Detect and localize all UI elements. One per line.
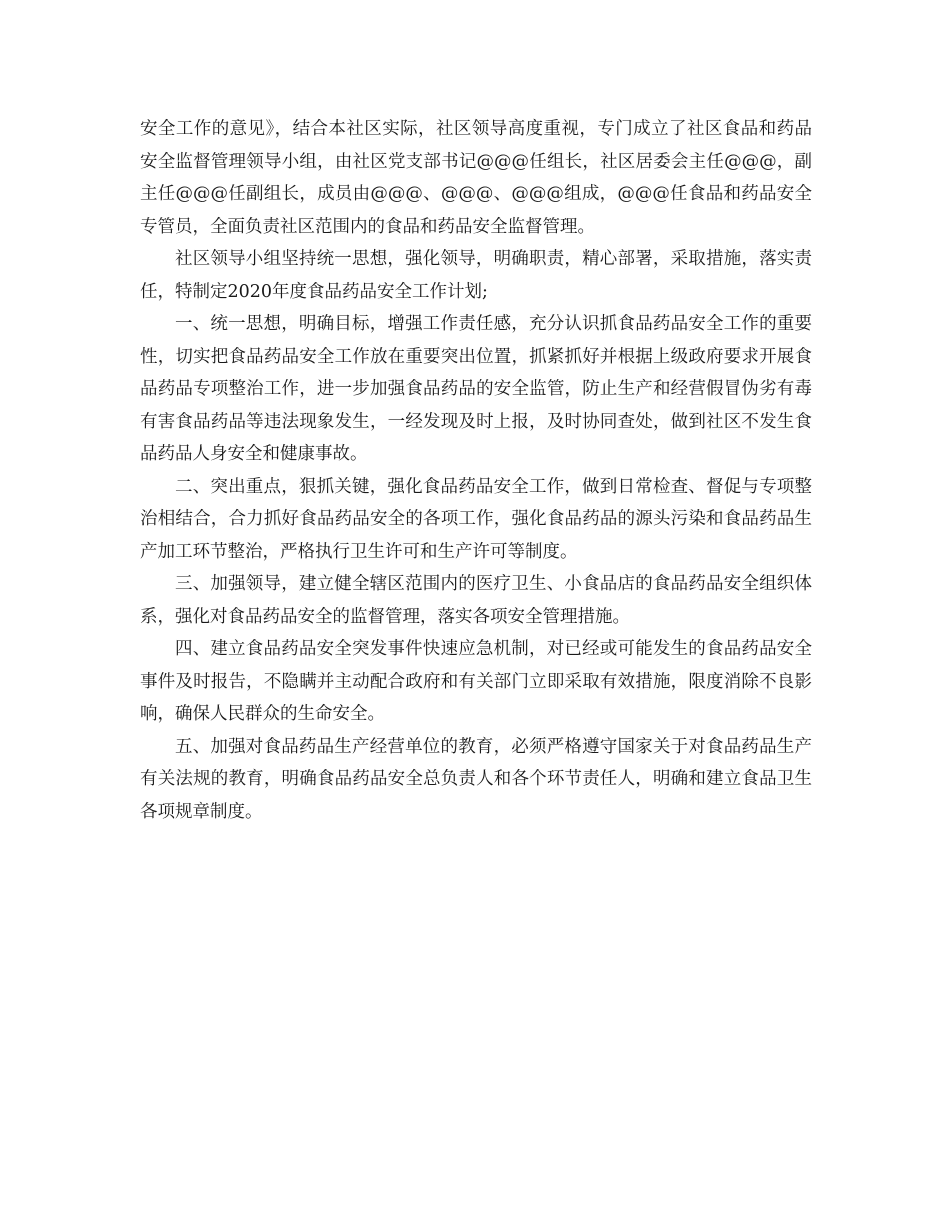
paragraph-intro: 社区领导小组坚持统一思想，强化领导，明确职责，精心部署，采取措施，落实责任，特制定2020年度食品药品安全工作计划; <box>140 249 812 302</box>
paragraph-item-5: 五、加强对食品药品生产经营单位的教育，必须严格遵守国家关于对食品药品生产有关法规的教育，明确食品药品安全总负责人和各个环节责任人，明确和建立食品卫生各项规章制度。 <box>140 736 812 822</box>
paragraph-continuation: 安全工作的意见》，结合本社区实际，社区领导高度重视，专门成立了社区食品和药品安全监督管理领导小组，由社区党支部书记@@@任组长，社区居委会主任@@@，副主任@@@任副组长，成员由@@@、@@@、@@@组成，@@@任食品和药品安全专管员，全面负责社区范围内的食品和药品安全监督管理。 <box>140 119 812 237</box>
paragraph-item-1: 一、统一思想，明确目标，增强工作责任感，充分认识抓食品药品安全工作的重要性，切实把食品药品安全工作放在重要突出位置，抓紧抓好并根据上级政府要求开展食品药品专项整治工作，进一步加强食品药品的安全监管，防止生产和经营假冒伪劣有毒有害食品药品等违法现象发生，一经发现及时上报，及时协同查处，做到社区不发生食品药品人身安全和健康事故。 <box>140 314 812 464</box>
document-body <box>140 113 812 828</box>
paragraph-item-3: 三、加强领导，建立健全辖区范围内的医疗卫生、小食品店的食品药品安全组织体系，强化对食品药品安全的监督管理，落实各项安全管理措施。 <box>140 574 812 627</box>
paragraph-item-4: 四、建立食品药品安全突发事件快速应急机制，对已经或可能发生的食品药品安全事件及时报告，不隐瞒并主动配合政府和有关部门立即采取有效措施，限度消除不良影响，确保人民群众的生命安全。 <box>140 639 812 724</box>
paragraph-item-2: 二、突出重点，狠抓关键，强化食品药品安全工作，做到日常检查、督促与专项整治相结合，合力抓好食品药品安全的各项工作，强化食品药品的源头污染和食品药品生产加工环节整治，严格执行卫生许可和生产许可等制度。 <box>140 476 812 562</box>
